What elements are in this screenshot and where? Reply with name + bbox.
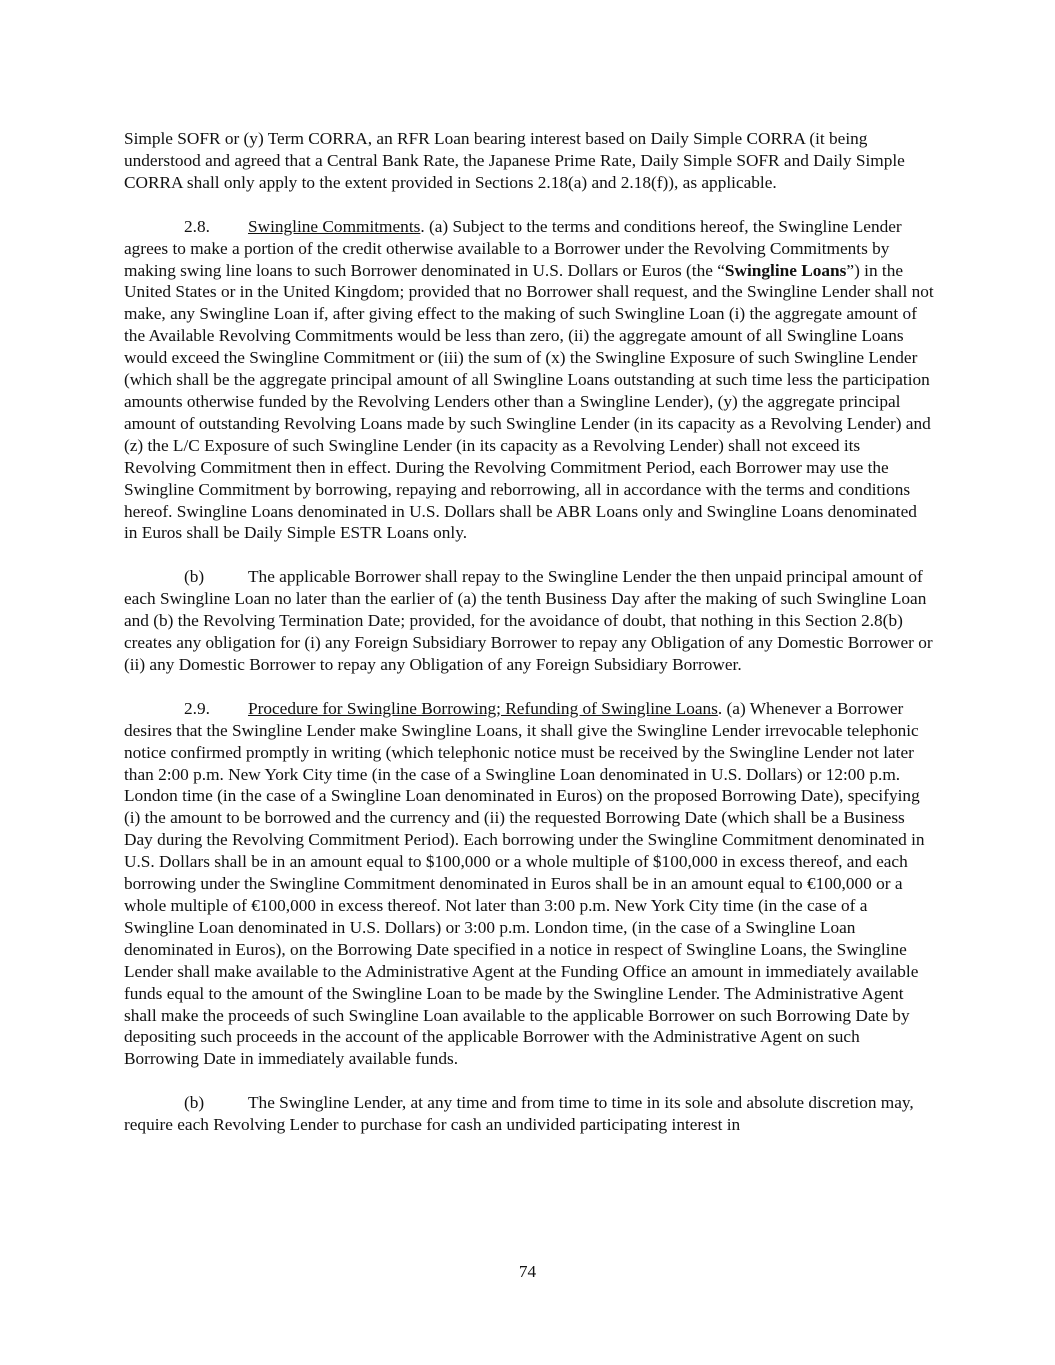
- section-2-8-paragraph-a: [124, 216, 934, 545]
- section-number: 2.8.: [184, 216, 210, 236]
- subsection-label: (b): [184, 1093, 205, 1113]
- page-number: 74: [518, 1262, 537, 1281]
- section-heading: Procedure for Swingline Borrowing; Refunding of Swingline Loans: [248, 698, 718, 718]
- subsection-text: The Swingline Lender, at any time and from time to time in its sole and absolute discretion may, require each Revolving Lender to purchase for cash an undivided participating interest in: [124, 1093, 914, 1135]
- subsection-text: The applicable Borrower shall repay to the Swingline Lender the then unpaid principal amount of each Swingline Loan no later than the earlier of (a) the tenth Business Day after the making of such Swingline Loan and (b) the Revolving Termination Date; provided, for the avoidance of doubt, that nothing in this Section 2.8(b) creates any obligation for (i) any Foreign Subsidiary Borrower to repay any Obligation of any Domestic Borrower or (ii) any Domestic Borrower to repay any Obligation of any Foreign Subsidiary Borrower.: [124, 567, 933, 674]
- section-2-8-paragraph-b: [124, 566, 934, 676]
- defined-term: Swingline Loans: [724, 260, 847, 280]
- subsection-label: (b): [184, 567, 205, 587]
- section-text: . (a) Whenever a Borrower desires that the Swingline Lender make Swingline Loans, it shall give the Swingline Lender irrevocable telephonic notice confirmed promptly in writing (which telephonic notice must be received by the Swingline Lender not later than 2:00 p.m. New York City time (in the case of a Swingline Loan denominated in U.S. Dollars) or 12:00 p.m. London time (in the case of a Swingline Loan denominated in Euros) on the proposed Borrowing Date), specifying (i) the amount to be borrowed and the currency and (ii) the requested Borrowing Date (which shall be a Business Day during the Revolving Commitment Period). Each borrowing under the Swingline Commitment denominated in U.S. Dollars shall be in an amount equal to $100,000 or a whole multiple of $100,000 in excess thereof, and each borrowing under the Swingline Commitment denominated in Euros shall be in an amount equal to €100,000 or a whole multiple of €100,000 in excess thereof. Not later than 3:00 p.m. New York City time (in the case of a Swingline Loan denominated in U.S. Dollars) or 3:00 p.m. London time, (in the case of a Swingline Loan denominated in Euros), on the Borrowing Date specified in a notice in respect of Swingline Loans, the Swingline Lender shall make available to the Administrative Agent at the Funding Office an amount in immediately available funds equal to the amount of the Swingline Loan to be made by the Swingline Lender. The Administrative Agent shall make the proceeds of such Swingline Loan available to the applicable Borrower on such Borrowing Date by depositing such proceeds in the account of the applicable Borrower with the Administrative Agent on such Borrowing Date in immediately available funds.: [124, 698, 925, 1069]
- section-text: . (a) Subject to the terms and conditions hereof, the Swingline Lender agrees to make a portion of the credit otherwise available to a Borrower under the Revolving Commitments by making swing line loans to such Borrower denominated in U.S. Dollars or Euros (the “: [124, 216, 902, 280]
- paragraph-continuation: Simple SOFR or (y) Term CORRA, an RFR Loan bearing interest based on Daily Simple CORRA (it being understood and agreed that a Central Bank Rate, the Japanese Prime Rate, Daily Simple SOFR and Daily Simple CORRA shall only apply to the extent provided in Sections 2.18(a) and 2.18(f)), as applicable.: [124, 129, 905, 192]
- section-2-9-paragraph-b: [124, 1092, 934, 1136]
- section-heading: Swingline Commitments: [248, 216, 421, 236]
- document-page: [124, 128, 934, 1136]
- section-text-cont: ”) in the United States or in the United Kingdom; provided that no Borrower shall request, and the Swingline Lender shall not make, any Swingline Loan if, after giving effect to the making of such Swingline Loan (i) the aggregate amount of the Available Revolving Commitments would be less than zero, (ii) the aggregate amount of all Swingline Loans would exceed the Swingline Commitment or (iii) the sum of (x) the Swingline Exposure of such Swingline Lender (which shall be the aggregate principal amount of all Swingline Loans outstanding at such time less the participation amounts otherwise funded by the Revolving Lenders other than a Swingline Lender), (y) the aggregate principal amount of outstanding Revolving Loans made by such Swingline Lender (in its capacity as a Revolving Lender) and (z) the L/C Exposure of such Swingline Lender (in its capacity as a Revolving Lender) shall not exceed its Revolving Commitment then in effect. During the Revolving Commitment Period, each Borrower may use the Swingline Commitment by borrowing, repaying and reborrowing, all in accordance with the terms and conditions hereof. Swingline Loans denominated in U.S. Dollars shall be ABR Loans only and Swingline Loans denominated in Euros shall be Daily Simple ESTR Loans only.: [124, 260, 934, 543]
- section-2-9-paragraph-a: [124, 698, 934, 1070]
- section-number: 2.9.: [184, 698, 210, 718]
